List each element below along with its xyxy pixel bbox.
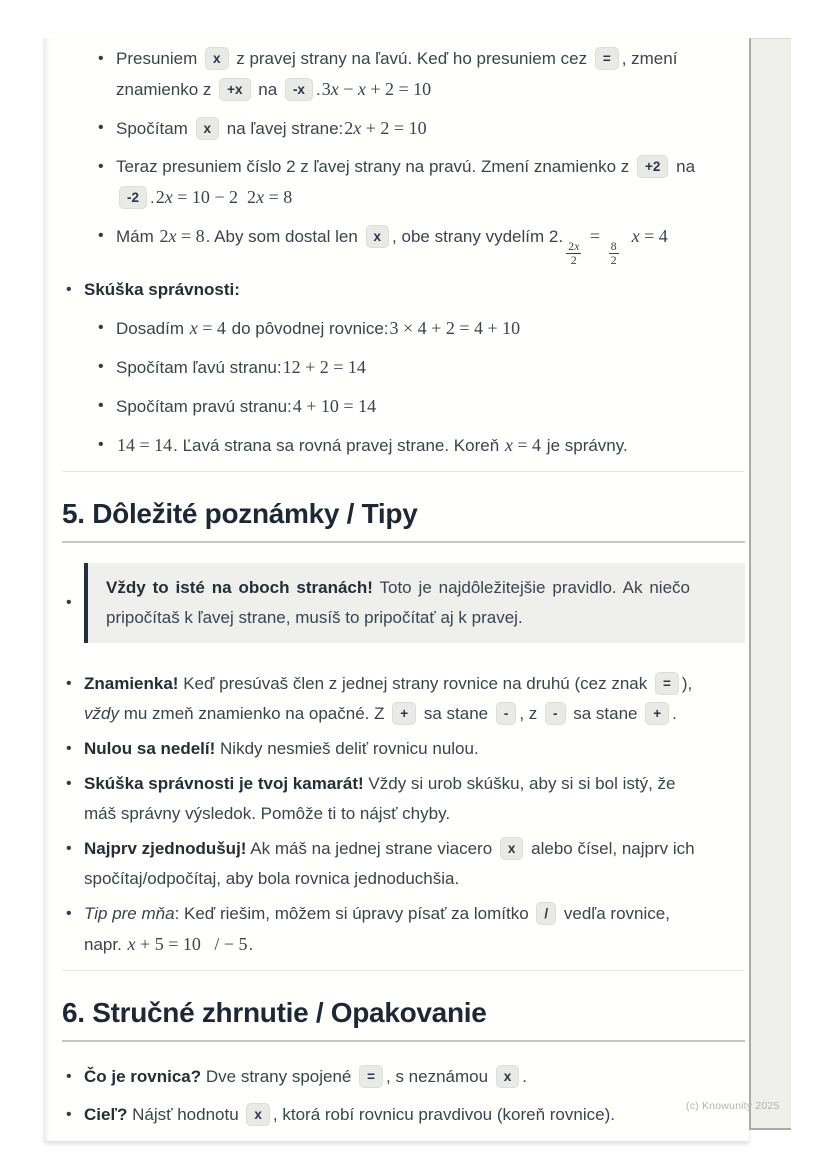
inline-code: x — [205, 47, 229, 70]
text-run: do pôvodnej rovnice: — [226, 319, 389, 339]
bullet-marker: • — [66, 594, 72, 612]
text-run: Ak máš na jednej strane viacero — [246, 839, 497, 859]
text-run: Presuniem — [116, 49, 202, 68]
text-run: Keď presúvaš člen z jednej strany rovnice na druhú (cez znak — [178, 674, 652, 694]
list-item — [62, 669, 745, 729]
math-fraction: $\frac{2x}{2}$ — [568, 239, 580, 268]
inline-code: -x — [285, 78, 313, 101]
text-run: je správny. — [542, 436, 628, 456]
math-expression: = — [585, 226, 605, 246]
text-run: , ktorá robí rovnicu pravdivou (koreň rovnice). — [272, 1105, 615, 1125]
text-run: . — [315, 80, 321, 99]
math-expression: 14 = 14 — [117, 435, 173, 456]
bold-text: Skúška správnosti je tvoj kamarát! — [84, 774, 364, 794]
list-item-text — [84, 669, 712, 729]
list-item — [62, 769, 745, 829]
math-expression: x = 4 — [189, 318, 226, 339]
math-expression: 12 + 2 = 14 — [282, 357, 366, 378]
text-run: na ľavej strane: — [222, 119, 344, 138]
text-run: . — [150, 188, 155, 207]
list-item — [62, 430, 745, 461]
text-run: . — [672, 704, 677, 724]
document-page — [44, 38, 749, 1141]
bullet-marker: • — [66, 840, 72, 858]
text-run: Nájsť hodnotu — [127, 1105, 244, 1125]
text-run: Teraz presuniem číslo 2 z ľavej strany na pravú. Zmení znamienko z — [116, 157, 635, 176]
text-run: Nikdy nesmieš deliť rovnicu nulou. — [215, 739, 479, 759]
inline-code: x — [366, 225, 390, 248]
text-run: alebo čísel, najprv ich spočítaj/odpočítaj, aby bola rovnica jednoduchšia. — [84, 839, 695, 889]
section-heading-6: 6. Stručné zhrnutie / Opakovanie — [62, 995, 745, 1042]
list-item-text — [84, 734, 479, 764]
list-item — [62, 1062, 745, 1092]
bold-text: Najprv zjednodušuj! — [84, 839, 247, 859]
text-run: : Keď riešim, môžem si úpravy písať za lomítko — [174, 904, 534, 924]
list-item — [62, 734, 745, 764]
bullet-marker: • — [98, 119, 104, 136]
bullet-marker: • — [98, 319, 104, 337]
list-item-text — [116, 221, 669, 267]
text-run: sa stane — [568, 704, 643, 724]
inline-code: / — [536, 902, 556, 925]
inline-code: + — [645, 702, 669, 725]
list-item-text — [116, 152, 716, 213]
text-run: sa stane — [419, 704, 493, 724]
math-expression: 3x − x + 2 = 10 — [321, 79, 432, 99]
list-item — [62, 352, 745, 383]
bullet-marker: • — [98, 227, 104, 244]
list-item — [62, 313, 745, 344]
list-item-text — [116, 391, 377, 422]
text-run: z pravej strany na ľavú. Keď ho presuniem cez — [231, 49, 592, 68]
math-expression: 2x = 10 − 2 2x = 8 — [155, 187, 293, 207]
inline-code: x — [196, 117, 220, 140]
inline-code: -2 — [119, 186, 147, 209]
math-expression: x = 4 — [504, 435, 542, 456]
math-expression: x = 4 — [631, 226, 668, 246]
inline-code: +2 — [637, 155, 668, 178]
list-item-text — [116, 313, 521, 344]
bullet-marker: • — [66, 675, 72, 693]
text-run: ), — [681, 674, 693, 694]
text-run: Spočítam ľavú stranu: — [116, 358, 282, 378]
text-run: na — [671, 157, 696, 176]
text-run: Mám — [116, 227, 159, 246]
list-item-text — [84, 1062, 527, 1092]
bold-text: Cieľ? — [84, 1105, 128, 1125]
list-item — [62, 275, 745, 305]
italic-text: vždy — [84, 704, 119, 724]
bullet-marker: • — [66, 1106, 72, 1124]
text-run: Spočítam pravú stranu: — [116, 397, 292, 417]
bold-text: Vždy to isté na oboch stranách! — [106, 578, 373, 598]
list-item — [62, 899, 745, 960]
math-expression: 2x + 2 = 10 — [344, 118, 427, 138]
text-run: Spočítam — [116, 119, 193, 138]
list-item — [62, 152, 745, 213]
text-run: na — [253, 80, 282, 99]
section-heading-5: 5. Dôležité poznámky / Tipy — [62, 496, 745, 543]
list-item-text — [84, 275, 240, 305]
list-item — [62, 1100, 745, 1130]
math-expression: 4 + 10 = 14 — [292, 396, 377, 417]
list-item — [62, 44, 745, 105]
text-run: Vždy si urob skúšku, aby si si bol istý, že máš správny výsledok. Pomôže ti to nájsť chyby. — [84, 774, 676, 824]
section-divider — [62, 471, 745, 472]
quote-list-item — [62, 563, 745, 643]
inline-code: +x — [219, 78, 250, 101]
bullet-marker: • — [66, 740, 72, 758]
math-expression: 2x = 8 — [159, 226, 205, 246]
inline-code: x — [246, 1103, 270, 1126]
list-item — [62, 221, 745, 267]
inline-code: = — [359, 1065, 383, 1088]
inline-code: x — [500, 837, 524, 860]
text-run: mu zmeň znamienko na opačné. Z — [118, 704, 390, 724]
list-item — [62, 391, 745, 422]
bullet-marker: • — [98, 397, 104, 415]
page-side-strip — [749, 38, 791, 1130]
text-run: , z — [519, 704, 542, 724]
math-expression: 3 × 4 + 2 = 4 + 10 — [389, 318, 521, 339]
list-item-text — [84, 899, 712, 960]
bullet-marker: • — [98, 158, 104, 175]
quote-block — [84, 563, 745, 643]
bullet-marker: • — [98, 436, 104, 454]
bullet-marker: • — [66, 281, 72, 299]
text-run: Dve strany spojené — [201, 1067, 357, 1087]
bullet-marker: • — [98, 358, 104, 376]
list-item-text — [84, 1100, 615, 1130]
text-run: Toto je najdôležitejšie pravidlo. Ak niečo pripočítaš k ľavej strane, musíš to pripočítať aj k pravej. — [106, 578, 690, 628]
bullet-marker: • — [66, 1068, 72, 1086]
bold-text: Nulou sa nedelí! — [84, 739, 216, 759]
list-item — [62, 834, 745, 894]
text-run: . — [522, 1067, 528, 1087]
bullet-marker: • — [66, 905, 72, 923]
text-run: vedľa rovnice, napr. — [84, 904, 670, 955]
bullet-marker: • — [98, 50, 104, 67]
math-expression: x + 5 = 10 / − 5 — [127, 934, 248, 955]
list-item-text — [116, 430, 628, 461]
list-item-text — [84, 769, 712, 829]
text-run: . — [248, 935, 254, 955]
inline-code: x — [496, 1065, 520, 1088]
text-run: Dosadím — [116, 319, 189, 339]
text-run: , s neznámou — [386, 1067, 493, 1087]
list-item-text — [116, 113, 428, 144]
bold-text: Skúška správnosti: — [84, 280, 240, 300]
italic-text: Tip pre mňa — [84, 904, 175, 924]
bullet-marker: • — [66, 775, 72, 793]
list-item-text — [116, 44, 716, 105]
inline-code: - — [496, 702, 517, 725]
list-item-text — [116, 352, 367, 383]
text-run: , zmení znamienko z — [116, 49, 678, 99]
list-item-text — [84, 834, 712, 894]
list-item — [62, 113, 745, 144]
inline-code: = — [655, 672, 679, 695]
document-content — [44, 38, 749, 1130]
math-fraction: $\frac{8}{2}$ — [610, 239, 617, 268]
watermark: (c) Knowunity 2025 — [686, 1100, 780, 1112]
bold-text: Znamienka! — [84, 674, 179, 694]
bold-text: Čo je rovnica? — [84, 1067, 202, 1087]
inline-code: + — [392, 702, 416, 725]
text-run: , obe strany vydelím 2. — [392, 227, 564, 246]
text-run: . Ľavá strana sa rovná pravej strane. Koreň — [173, 436, 504, 456]
text-run: . Aby som dostal len — [205, 227, 363, 246]
inline-code: - — [545, 702, 566, 725]
section-divider — [62, 970, 745, 971]
inline-code: = — [595, 47, 619, 70]
